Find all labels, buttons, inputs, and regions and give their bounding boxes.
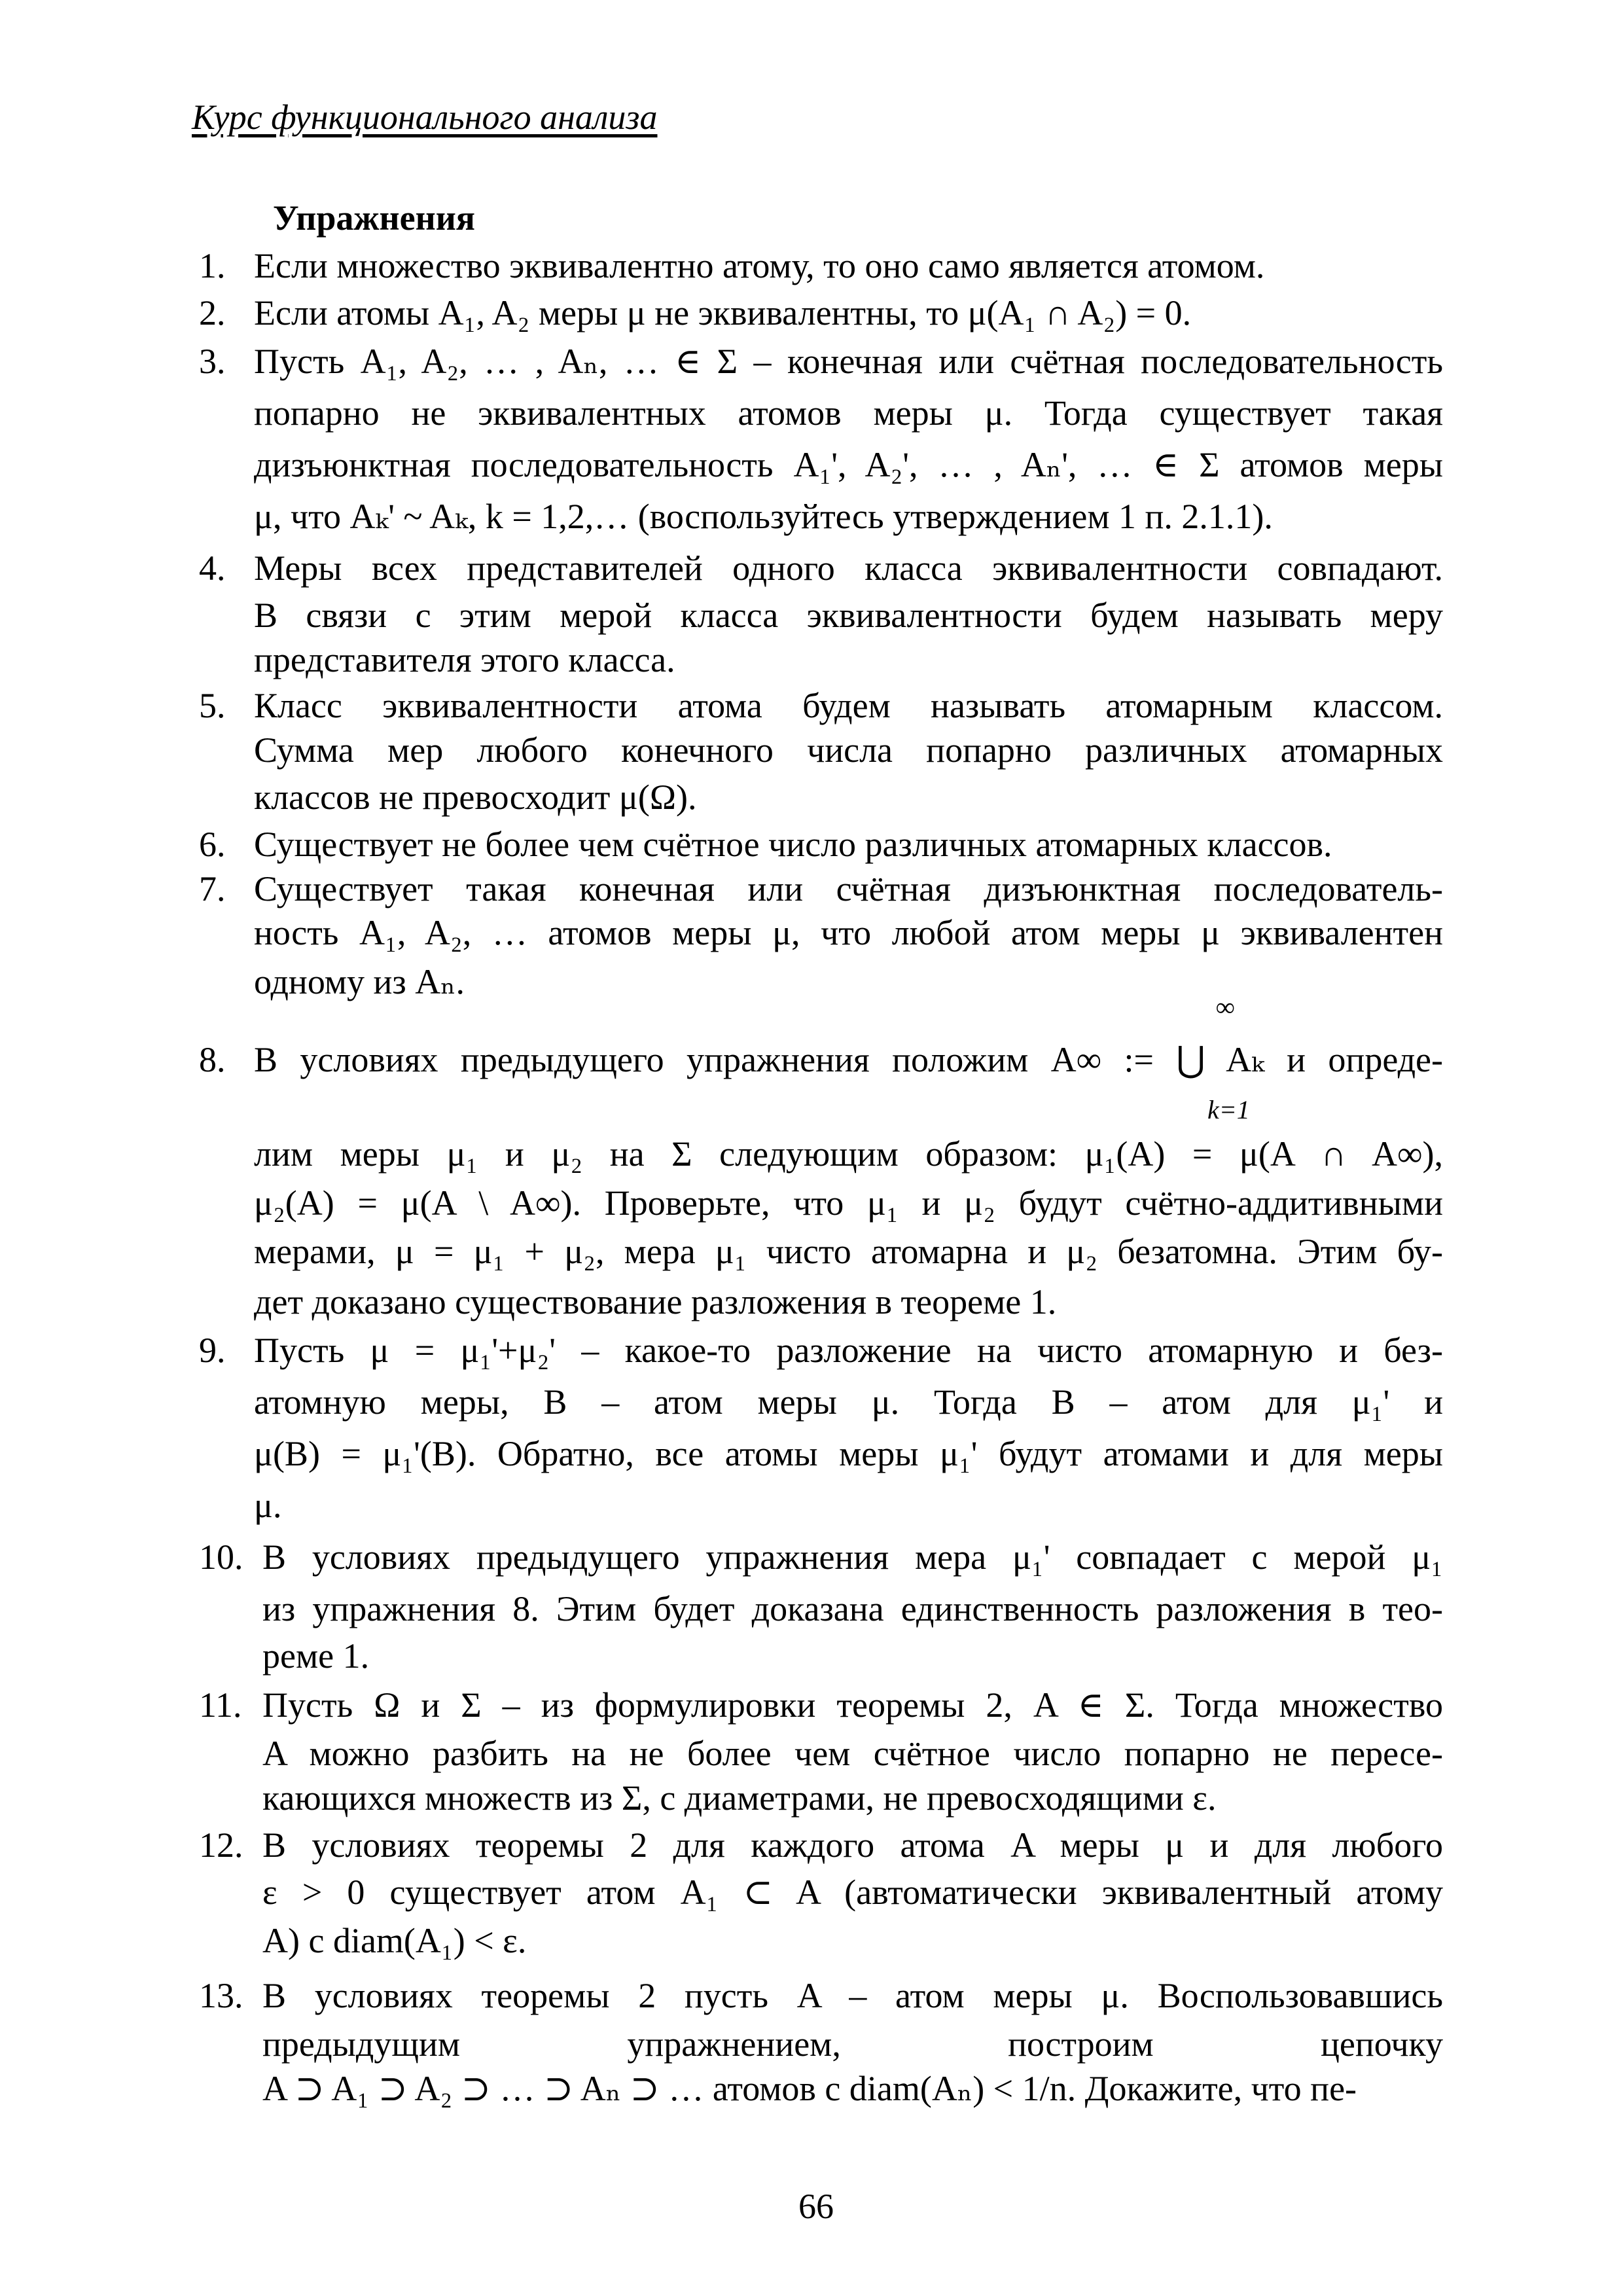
exercise-text-line: попарно не эквивалентных атомов меры μ. Тогда существует такая <box>254 393 1443 433</box>
exercise-number: 3. <box>199 342 226 382</box>
exercise-number: 5. <box>199 685 226 725</box>
exercise-text-line: μ₂(A) = μ(A \ A∞). Проверьте, что μ₁ и μ₂ будут счётно-аддитивными <box>254 1183 1443 1223</box>
exercise-text-line: реме 1. <box>262 1636 370 1676</box>
exercise-number: 7. <box>199 869 226 908</box>
exercise-text-line: В условиях теоремы 2 пусть A – атом меры μ. Воспользовавшись <box>262 1975 1443 2015</box>
page-number: 66 <box>798 2187 834 2226</box>
exercise-text-line: предыдущим упражнением, построим цепочку <box>262 2024 1443 2064</box>
exercise-text-line: μ, что Aₖ' ~ Aₖ, k = 1,2,… (воспользуйтесь утверждением 1 п. 2.1.1). <box>254 497 1273 537</box>
exercise-text-line: μ(B) = μ₁'(B). Обратно, все атомы меры μ₁' будут атомами и для меры <box>254 1434 1443 1474</box>
exercise-number: 1. <box>199 245 226 285</box>
exercise-text-line: Сумма мер любого конечного числа попарно различных атомарных <box>254 730 1443 770</box>
exercise-number: 10. <box>199 1537 243 1577</box>
exercise-text-line: классов не превосходит μ(Ω). <box>254 777 697 817</box>
union-upper-limit: ∞ <box>1216 992 1235 1022</box>
exercise-text-line: A можно разбить на не более чем счётное число попарно не пересе- <box>262 1733 1443 1773</box>
exercise-text-line: одному из Aₙ. <box>254 961 465 1001</box>
exercise-text-line: A ⊃ A₁ ⊃ A₂ ⊃ … ⊃ Aₙ ⊃ … атомов с diam(Aₙ) < 1/n. Докажите, что пе- <box>262 2068 1357 2108</box>
exercise-text-line: В условиях предыдущего упражнения мера μ₁' совпадает с мерой μ₁ <box>262 1537 1443 1577</box>
exercise-text-line: Существует такая конечная или счётная дизъюнктная последователь- <box>254 869 1443 908</box>
exercise-text-line: Если атомы A₁, A₂ меры μ не эквивалентны, то μ(A₁ ∩ A₂) = 0. <box>254 293 1192 333</box>
exercise-text-line: дизъюнктная последовательность A₁', A₂', … , Aₙ', … ∈ Σ атомов меры <box>254 445 1443 485</box>
exercise-number: 8. <box>199 1040 226 1080</box>
section-title: Упражнения <box>273 198 476 238</box>
exercise-text-line: кающихся множеств из Σ, с диаметрами, не превосходящими ε. <box>262 1778 1217 1818</box>
exercise-text-line: Пусть μ = μ₁'+μ₂' – какое-то разложение на чисто атомарную и без- <box>254 1331 1443 1371</box>
exercise-text-line: В условиях теоремы 2 для каждого атома A меры μ и для любого <box>262 1825 1443 1865</box>
exercise-number: 6. <box>199 824 226 864</box>
exercise-text-line: A) с diam(A₁) < ε. <box>262 1921 527 1961</box>
exercise-text-line: μ. <box>254 1486 282 1526</box>
exercise-text-line: атомную меры, B – атом меры μ. Тогда B – атом для μ₁' и <box>254 1382 1443 1422</box>
exercise-text-line: Класс эквивалентности атома будем называть атомарным классом. <box>254 685 1443 725</box>
exercise-text-line: из упражнения 8. Этим будет доказана единственность разложения в тео- <box>262 1588 1443 1628</box>
exercise-text-line: Пусть Ω и Σ – из формулировки теоремы 2, A ∈ Σ. Тогда множество <box>262 1685 1443 1725</box>
exercise-text-line: Меры всех представителей одного класса эквивалентности совпадают. <box>254 548 1443 588</box>
exercise-number: 13. <box>199 1975 243 2015</box>
exercise-text-line: ность A₁, A₂, … атомов меры μ, что любой атом меры μ эквивалентен <box>254 913 1443 953</box>
union-lower-limit: k=1 <box>1207 1095 1250 1124</box>
exercise-text-line: мерами, μ = μ₁ + μ₂, мера μ₁ чисто атомарна и μ₂ безатомна. Этим бу- <box>254 1232 1443 1272</box>
exercise-text-line: В условиях предыдущего упражнения положим A∞ := ⋃ Aₖ и опреде- <box>254 1040 1443 1080</box>
exercise-text-line: ε > 0 существует атом A₁ ⊂ A (автоматически эквивалентный атому <box>262 1872 1443 1912</box>
exercise-text-line: дет доказано существование разложения в теореме 1. <box>254 1282 1057 1321</box>
exercise-number: 4. <box>199 548 226 588</box>
exercise-text-line: лим меры μ₁ и μ₂ на Σ следующим образом: μ₁(A) = μ(A ∩ A∞), <box>254 1134 1443 1174</box>
running-header: Курс функционального анализа <box>192 98 658 137</box>
exercise-text-line: представителя этого класса. <box>254 639 675 679</box>
exercise-text-line: Если множество эквивалентно атому, то оно само является атомом. <box>254 245 1265 285</box>
exercise-number: 2. <box>199 293 226 333</box>
exercise-text-line: Пусть A₁, A₂, … , Aₙ, … ∈ Σ – конечная или счётная последовательность <box>254 342 1443 382</box>
exercise-number: 12. <box>199 1825 243 1865</box>
exercise-number: 9. <box>199 1331 226 1371</box>
exercise-text-line: В связи с этим мерой класса эквивалентности будем называть меру <box>254 596 1443 636</box>
exercise-number: 11. <box>199 1685 242 1725</box>
exercise-text-line: Существует не более чем счётное число различных атомарных классов. <box>254 824 1332 864</box>
